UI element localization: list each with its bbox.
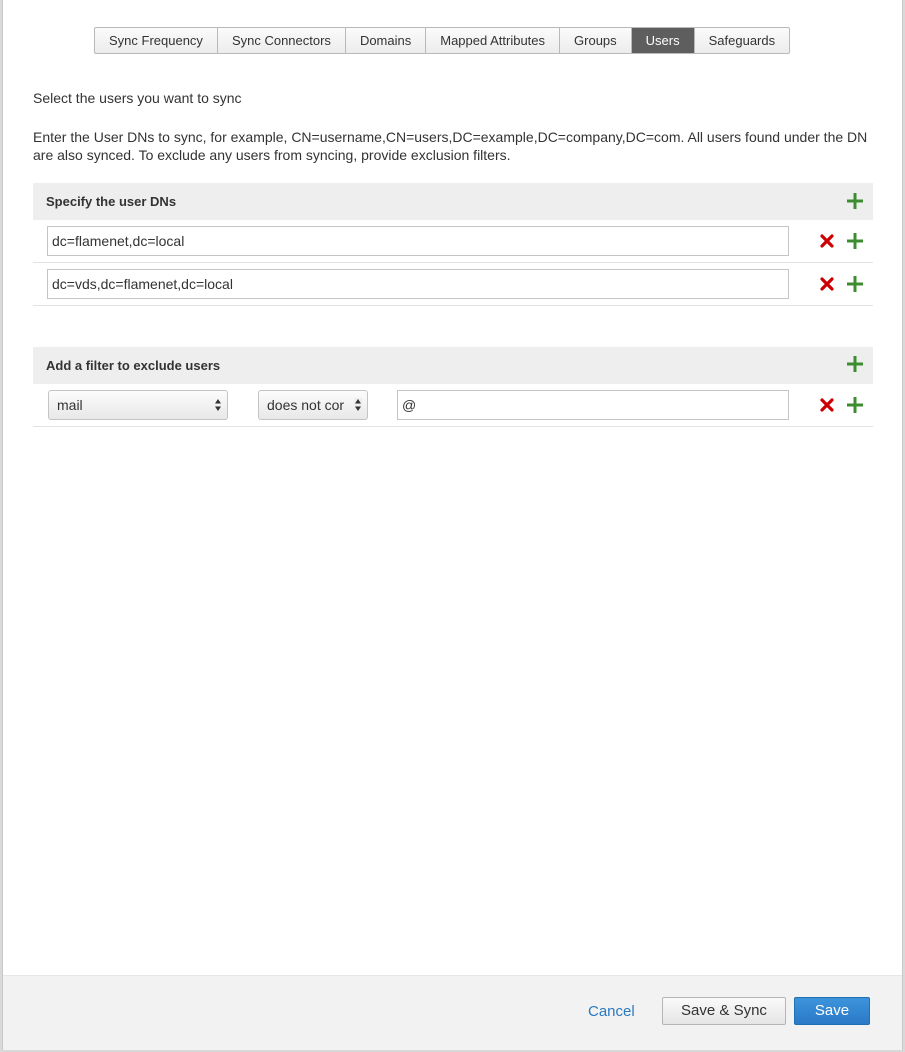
tab-users[interactable]: Users [631, 28, 694, 53]
user-dn-row [33, 263, 873, 306]
user-dns-header-label: Specify the user DNs [46, 194, 177, 209]
tab-sync-connectors[interactable]: Sync Connectors [217, 28, 345, 53]
filter-operator-value: does not cor [267, 397, 345, 413]
exclude-filter-row [33, 384, 873, 427]
exclude-filter-header-label: Add a filter to exclude users [46, 358, 221, 373]
sync-settings-dialog [2, 0, 903, 1050]
user-dn-input[interactable] [47, 226, 789, 256]
add-filter-plus-icon[interactable] [846, 396, 864, 414]
filter-value-input[interactable] [397, 390, 789, 420]
add-user-dn-plus-icon[interactable] [846, 275, 864, 293]
filter-attribute-select[interactable] [48, 390, 228, 420]
user-dns-header [33, 183, 873, 220]
tab-safeguards[interactable]: Safeguards [694, 28, 790, 53]
tab-sync-frequency[interactable]: Sync Frequency [109, 33, 203, 48]
tab-groups[interactable]: Groups [559, 28, 631, 53]
cancel-button[interactable]: Cancel [588, 1003, 635, 1020]
filter-operator-select[interactable] [258, 390, 368, 420]
intro-text: Select the users you want to sync [33, 90, 242, 106]
filter-attribute-value: mail [57, 397, 83, 413]
updown-arrows-icon [354, 398, 362, 412]
tab-mapped-attributes[interactable]: Mapped Attributes [425, 28, 559, 53]
add-user-dn-plus-icon[interactable] [846, 232, 864, 250]
tab-domains[interactable]: Domains [345, 28, 425, 53]
user-dn-input[interactable] [47, 269, 789, 299]
remove-filter-close-x-icon[interactable] [820, 398, 834, 412]
add-filter-plus-icon[interactable] [846, 355, 864, 373]
description-text: Enter the User DNs to sync, for example, CN=username,CN=users,DC=example,DC=company,DC=com. All users found under the DN are also synced. To exclude any users from syncing, provide exclusion filters. [33, 129, 868, 163]
tab-bar [94, 27, 790, 54]
save-and-sync-button[interactable]: Save & Sync [662, 997, 786, 1025]
dialog-footer [3, 975, 902, 1050]
updown-arrows-icon [214, 398, 222, 412]
save-button[interactable]: Save [794, 997, 870, 1025]
add-user-dn-plus-icon[interactable] [846, 192, 864, 210]
user-dn-row [33, 220, 873, 263]
exclude-filter-header [33, 347, 873, 384]
remove-user-dn-close-x-icon[interactable] [820, 277, 834, 291]
remove-user-dn-close-x-icon[interactable] [820, 234, 834, 248]
